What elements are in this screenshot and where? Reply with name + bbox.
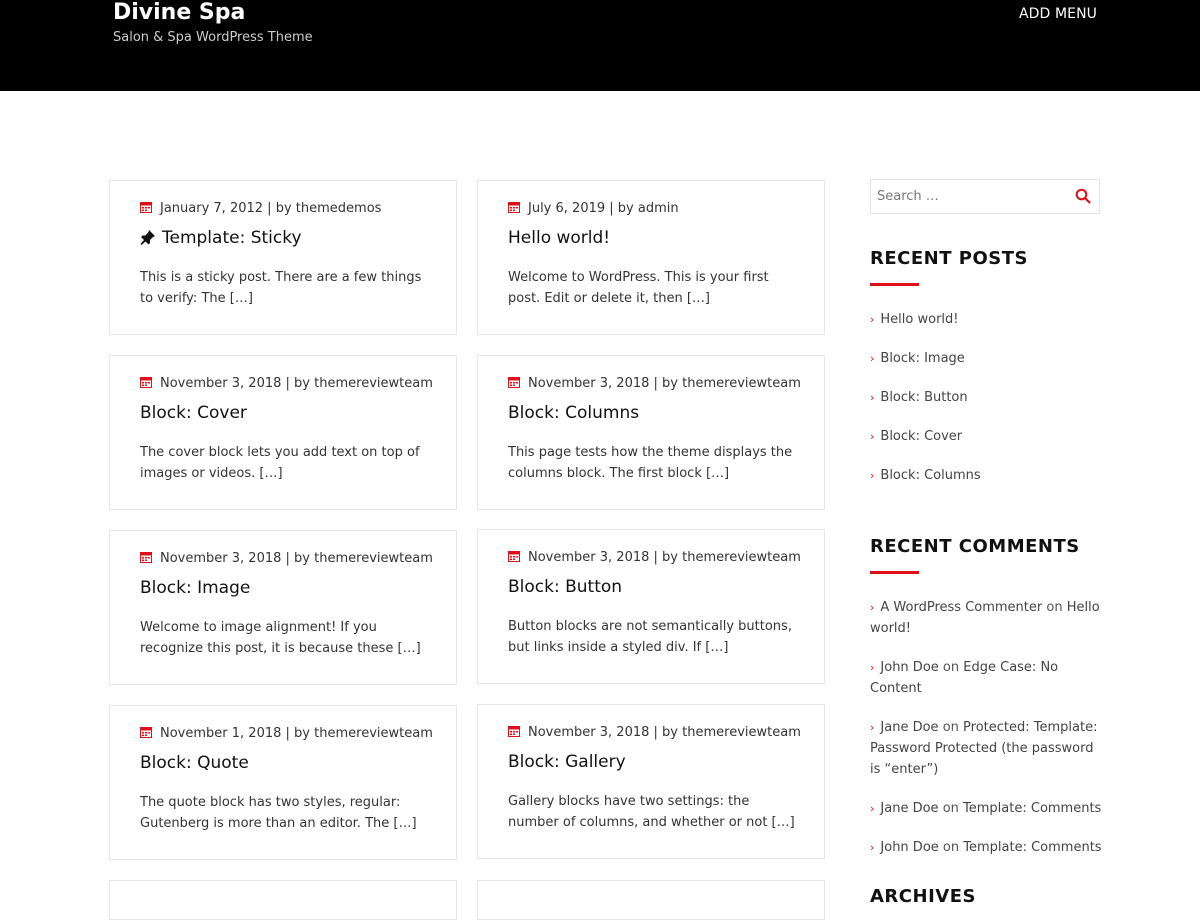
post-author-prefix: by: [662, 550, 678, 565]
post-card: [477, 529, 825, 684]
post-card: [477, 355, 825, 510]
post-excerpt: This page tests how the theme displays the columns block. The first block […]: [508, 445, 793, 481]
calendar-icon: [508, 201, 520, 213]
post-excerpt: Button blocks are not semantically buttons, but links inside a styled div. If […]: [508, 619, 792, 655]
comment-on: on: [942, 840, 960, 855]
calendar-icon: [140, 551, 152, 563]
chevron-right-icon: ›: [870, 601, 875, 614]
comment-author[interactable]: John Doe: [880, 840, 939, 855]
list-item: [870, 465, 1102, 486]
recent-comments-list: [870, 597, 1102, 858]
recent-post-link[interactable]: Hello world!: [880, 312, 959, 327]
post-author[interactable]: themereviewteam: [682, 725, 801, 740]
post-author[interactable]: themereviewteam: [682, 376, 801, 391]
recent-comments-title: RECENT COMMENTS: [870, 536, 1080, 557]
post-author-prefix: by: [275, 201, 292, 216]
post-author[interactable]: themereviewteam: [314, 726, 433, 741]
post-author-prefix: by: [662, 376, 678, 391]
comment-post-link[interactable]: Template: Comments: [963, 840, 1102, 855]
list-item: [870, 309, 1102, 330]
post-author[interactable]: themedemos: [295, 201, 382, 216]
comment-post-link[interactable]: Template: Comments: [963, 801, 1102, 816]
comment-on: on: [942, 660, 960, 675]
recent-post-link[interactable]: Block: Button: [880, 390, 968, 405]
post-title[interactable]: Block: Columns: [508, 403, 640, 423]
comment-item: [870, 837, 1102, 858]
post-date[interactable]: November 3, 2018: [160, 551, 282, 566]
recent-post-link[interactable]: Block: Columns: [880, 468, 981, 483]
post-card: [109, 355, 457, 510]
post-title-text: Template: Sticky: [162, 228, 302, 248]
chevron-right-icon: ›: [870, 841, 875, 854]
widget-underline: [870, 283, 919, 286]
site-description: Salon & Spa WordPress Theme: [113, 30, 313, 45]
post-title[interactable]: Block: Quote: [140, 753, 249, 773]
post-author[interactable]: themereviewteam: [314, 551, 433, 566]
post-author-prefix: by: [617, 201, 634, 216]
archives-title: ARCHIVES: [870, 886, 976, 907]
comment-post-link[interactable]: Protected: Template: Password Protected (the password is “enter”): [870, 720, 1098, 777]
widget-underline: [870, 571, 919, 574]
post-meta: November 3, 2018 | by themereviewteam: [508, 376, 801, 392]
calendar-icon: [508, 376, 520, 388]
add-menu-link[interactable]: ADD MENU: [1019, 6, 1098, 22]
post-date[interactable]: November 1, 2018: [160, 726, 282, 741]
post-title[interactable]: Block: Button: [508, 577, 623, 597]
comment-author[interactable]: John Doe: [880, 660, 939, 675]
post-author[interactable]: themereviewteam: [682, 550, 801, 565]
post-excerpt: The cover block lets you add text on top of images or videos. […]: [140, 445, 420, 481]
post-card-partial: [477, 880, 825, 920]
post-meta: November 1, 2018 | by themereviewteam: [140, 726, 433, 742]
comment-on: on: [942, 801, 959, 816]
chevron-right-icon: ›: [870, 352, 875, 365]
site-title[interactable]: Divine Spa: [113, 0, 246, 25]
post-excerpt: The quote block has two styles, regular: Gutenberg is more than an editor. The […]: [140, 795, 417, 831]
calendar-icon: [508, 725, 520, 737]
comment-item: [870, 798, 1102, 819]
comment-author[interactable]: Jane Doe: [880, 801, 939, 816]
chevron-right-icon: ›: [870, 721, 875, 734]
post-meta: November 3, 2018 | by themereviewteam: [140, 376, 433, 392]
post-excerpt: Welcome to WordPress. This is your first post. Edit or delete it, then […]: [508, 270, 769, 306]
calendar-icon: [508, 550, 520, 562]
post-author[interactable]: themereviewteam: [314, 376, 433, 391]
post-excerpt: Welcome to image alignment! If you recognize this post, it is because these […]: [140, 620, 421, 656]
comment-on: on: [1046, 600, 1063, 615]
post-title[interactable]: [140, 227, 302, 249]
post-author-prefix: by: [294, 726, 310, 741]
post-card: [477, 180, 825, 335]
calendar-icon: [140, 726, 152, 738]
post-title[interactable]: Hello world!: [508, 228, 611, 248]
post-author-prefix: by: [294, 551, 310, 566]
post-author-prefix: by: [294, 376, 310, 391]
comment-on: on: [942, 720, 959, 735]
chevron-right-icon: ›: [870, 313, 875, 326]
post-meta: January 7, 2012 | by themedemos: [140, 201, 381, 217]
chevron-right-icon: ›: [870, 661, 875, 674]
post-card: [109, 530, 457, 685]
list-item: [870, 426, 1102, 447]
search-icon[interactable]: [1075, 188, 1091, 204]
post-title[interactable]: Block: Image: [140, 578, 251, 598]
post-author-prefix: by: [662, 725, 678, 740]
post-author[interactable]: admin: [637, 201, 679, 216]
comment-item: [870, 717, 1102, 780]
pin-icon: [140, 229, 156, 245]
comment-post-link[interactable]: Edge Case: No Content: [870, 660, 1059, 696]
post-meta: November 3, 2018 | by themereviewteam: [508, 725, 801, 741]
comment-item: [870, 597, 1102, 639]
post-excerpt: Gallery blocks have two settings: the number of columns, and whether or not […]: [508, 794, 795, 830]
chevron-right-icon: ›: [870, 391, 875, 404]
post-card: [477, 704, 825, 859]
post-meta: November 3, 2018 | by themereviewteam: [140, 551, 433, 567]
post-excerpt: This is a sticky post. There are a few things to verify: The […]: [140, 270, 422, 306]
chevron-right-icon: ›: [870, 802, 875, 815]
search-input[interactable]: [871, 180, 1073, 213]
post-title[interactable]: Block: Cover: [140, 403, 247, 423]
post-meta: July 6, 2019 | by admin: [508, 201, 679, 217]
recent-posts-title: RECENT POSTS: [870, 248, 1028, 269]
chevron-right-icon: ›: [870, 469, 875, 482]
post-meta: November 3, 2018 | by themereviewteam: [508, 550, 801, 566]
post-card-partial: [109, 880, 457, 920]
comment-author[interactable]: A WordPress Commenter: [880, 600, 1043, 615]
post-date[interactable]: November 3, 2018: [528, 376, 650, 391]
recent-post-link[interactable]: Block: Cover: [880, 429, 963, 444]
post-card: [109, 705, 457, 860]
post-date[interactable]: January 7, 2012: [160, 201, 264, 216]
post-title[interactable]: Block: Gallery: [508, 752, 626, 772]
post-date[interactable]: July 6, 2019: [528, 201, 606, 216]
recent-post-link[interactable]: Block: Image: [880, 351, 965, 366]
list-item: [870, 348, 1102, 369]
comment-item: [870, 657, 1102, 699]
calendar-icon: [140, 201, 152, 213]
chevron-right-icon: ›: [870, 430, 875, 443]
post-date[interactable]: November 3, 2018: [528, 550, 650, 565]
calendar-icon: [140, 376, 152, 388]
list-item: [870, 387, 1102, 408]
site-header: [0, 0, 1200, 91]
comment-author[interactable]: Jane Doe: [880, 720, 939, 735]
comment-post-link[interactable]: Hello world!: [870, 600, 1100, 636]
post-card: [109, 180, 457, 335]
recent-posts-list: [870, 309, 1102, 486]
post-date[interactable]: November 3, 2018: [528, 725, 650, 740]
search-form: [870, 179, 1100, 214]
post-date[interactable]: November 3, 2018: [160, 376, 282, 391]
